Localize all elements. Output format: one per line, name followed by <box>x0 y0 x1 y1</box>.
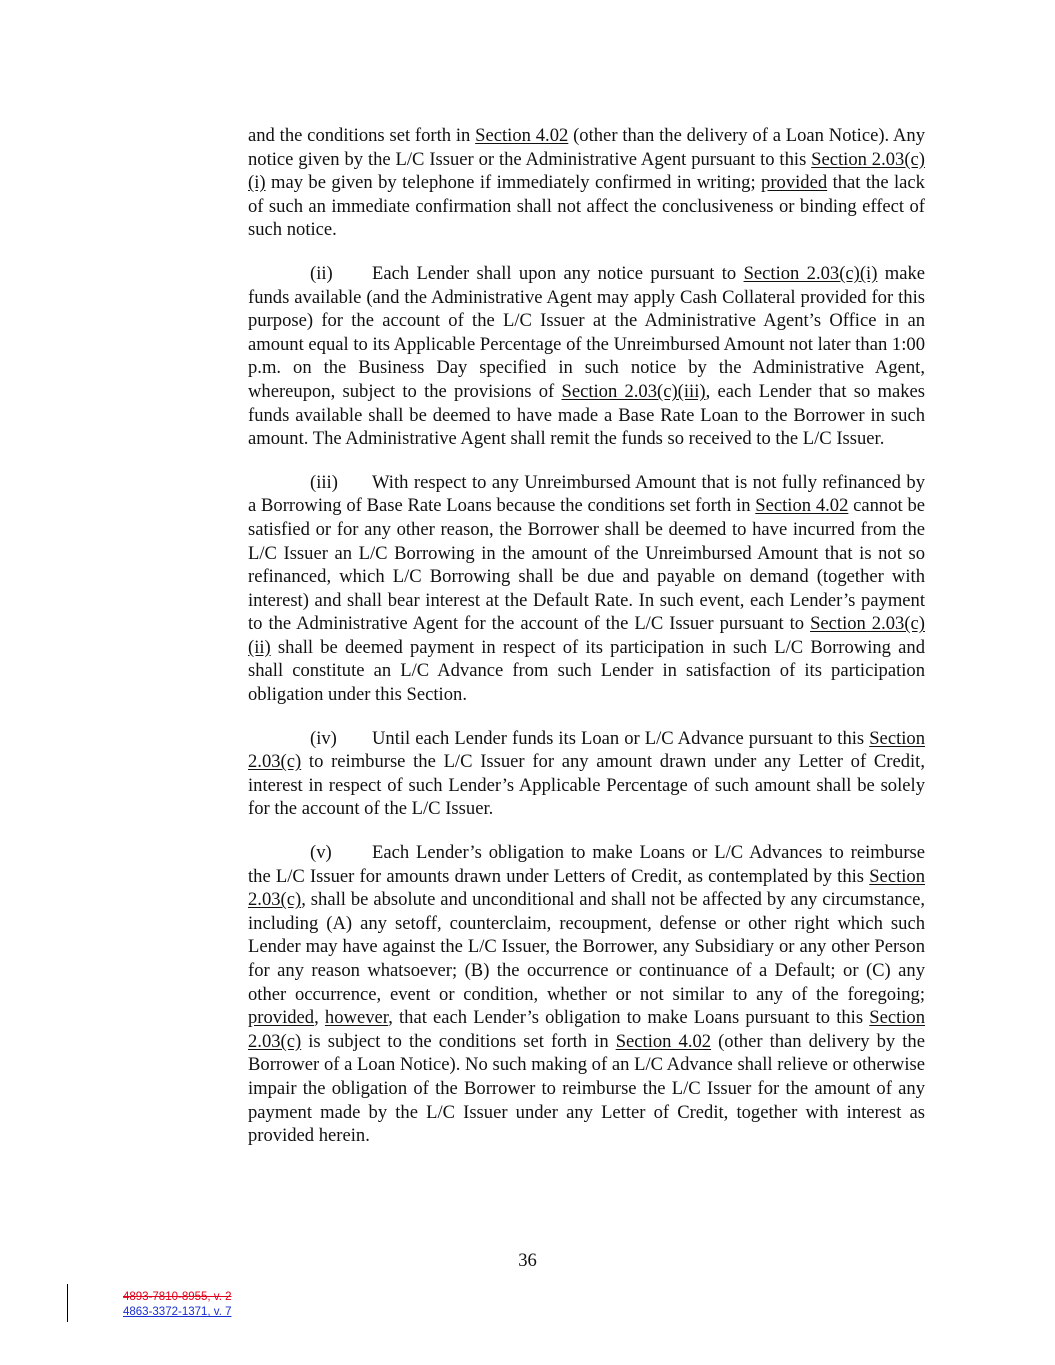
document-body <box>248 124 925 1168</box>
defined-term: however <box>324 1007 389 1029</box>
text-run: Each Lender shall upon any notice pursuant to <box>372 262 744 284</box>
text-run: is subject to the conditions set forth in <box>301 1030 616 1052</box>
text-run: cannot be satisfied or for any other reason, the Borrower shall be deemed to have incurred from the L/C Issuer an L/C Borrowing in the amount of the Unreimbursed Amount that is not so refinanced, which L/C Borrowing shall be due and payable on demand (together with interest) and shall bear interest at the Default Rate. In such event, each Lender’s payment to the Administrative Agent for the account of the L/C Issuer pursuant to <box>248 495 925 635</box>
text-run: , shall be absolute and unconditional and shall not be affected by any circumstance, including (A) any setoff, counterclaim, recoupment, defense or other right which such Lender may have against the L/C Issuer, the Borrower, any Subsidiary or any other Person for any reason whatsoever; (B) the occurrence or continuance of a Default; or (C) any other occurrence, event or condition, whether or not similar to any of the foregoing; <box>248 889 925 1005</box>
text-run: may be given by telephone if immediately confirmed in writing; <box>265 172 762 194</box>
inserted-document-id: 4863-3372-1371, v. 7 <box>123 1306 232 1318</box>
defined-term: provided <box>248 1007 315 1029</box>
text-run: shall be deemed payment in respect of its participation in such L/C Borrowing and shall constitute an L/C Advance from such Lender in satisfaction of its participation obligation under this Section. <box>248 636 925 706</box>
text-run: (other than the delivery of a Loan Notice). Any notice given by the L/C Issuer or the Administrative Agent pursuant to this <box>248 125 925 170</box>
text-run: to reimburse the L/C Issuer for any amount drawn under any Letter of Credit, interest in respect of such Lender’s Applicable Percentage of such amount shall be solely for the account of the L/C Issuer. <box>248 751 925 820</box>
clause-number: (iv) <box>310 727 337 749</box>
text-run: and the conditions set forth in <box>248 125 476 146</box>
section-reference: Section 2.03(c) <box>248 727 925 773</box>
section-reference: Section 2.03(c)(ii) <box>248 613 925 658</box>
defined-term: provided <box>761 172 828 194</box>
text-run: With respect to any Unreimbursed Amount that is not fully refinanced by a Borrowing of Base Rate Loans because the conditions set forth in <box>248 471 925 517</box>
clause-number: (v) <box>310 842 332 864</box>
section-reference: Section 4.02 <box>755 495 849 517</box>
paragraph-ii <box>248 262 925 451</box>
text-run: Until each Lender funds its Loan or L/C Advance pursuant to this <box>372 727 870 749</box>
deleted-document-id: 4893-7810-8955, v. 2 <box>123 1291 232 1303</box>
change-bar <box>67 1284 68 1322</box>
document-id-footer <box>123 1290 231 1320</box>
section-reference: Section 2.03(c)(i) <box>248 148 925 194</box>
section-reference: Section 2.03(c) <box>248 1007 926 1052</box>
section-reference: Section 4.02 <box>615 1030 712 1052</box>
paragraph-iv <box>248 727 925 821</box>
clause-number: (ii) <box>310 262 333 284</box>
paragraph-iii <box>248 471 925 707</box>
text-run: that the lack of such an immediate confirmation shall not affect the conclusiveness or binding effect of such notice. <box>248 172 925 241</box>
text-run: make funds available (and the Administrative Agent may apply Cash Collateral provided for this purpose) for the account of the L/C Issuer at the Administrative Agent’s Office in an amount equal to its Applicable Percentage of the Unreimbursed Amount not later than 1:00 p.m. on the Business Day specified in such notice by the Administrative Agent, whereupon, subject to the provisions of <box>248 262 926 402</box>
text-run: , each Lender that so makes funds available shall be deemed to have made a Base Rate Loan to the Borrower in such amount. The Administrative Agent shall remit the funds so received to the L/C Issuer. <box>248 380 926 450</box>
paragraph-continuation <box>248 124 925 242</box>
section-reference: Section 4.02 <box>475 125 569 146</box>
page-number: 36 <box>518 1250 537 1271</box>
text-run: , <box>314 1007 325 1029</box>
section-reference: Section 2.03(c) <box>248 865 925 911</box>
paragraph-v <box>248 841 925 1148</box>
section-reference: Section 2.03(c)(iii) <box>561 380 706 402</box>
clause-number: (iii) <box>310 471 338 493</box>
text-run: Each Lender’s obligation to make Loans or L/C Advances to reimburse the L/C Issuer for amounts drawn under Letters of Credit, as contemplated by this <box>248 842 925 887</box>
section-reference: Section 2.03(c)(i) <box>743 262 878 284</box>
text-run: , that each Lender’s obligation to make Loans pursuant to this <box>388 1007 870 1029</box>
text-run: (other than delivery by the Borrower of a Loan Notice). No such making of an L/C Advance shall relieve or otherwise impair the obligation of the Borrower to reimburse the L/C Issuer for the amount of any payment made by the L/C Issuer under any Letter of Credit, together with interest as provided herein. <box>248 1030 925 1147</box>
